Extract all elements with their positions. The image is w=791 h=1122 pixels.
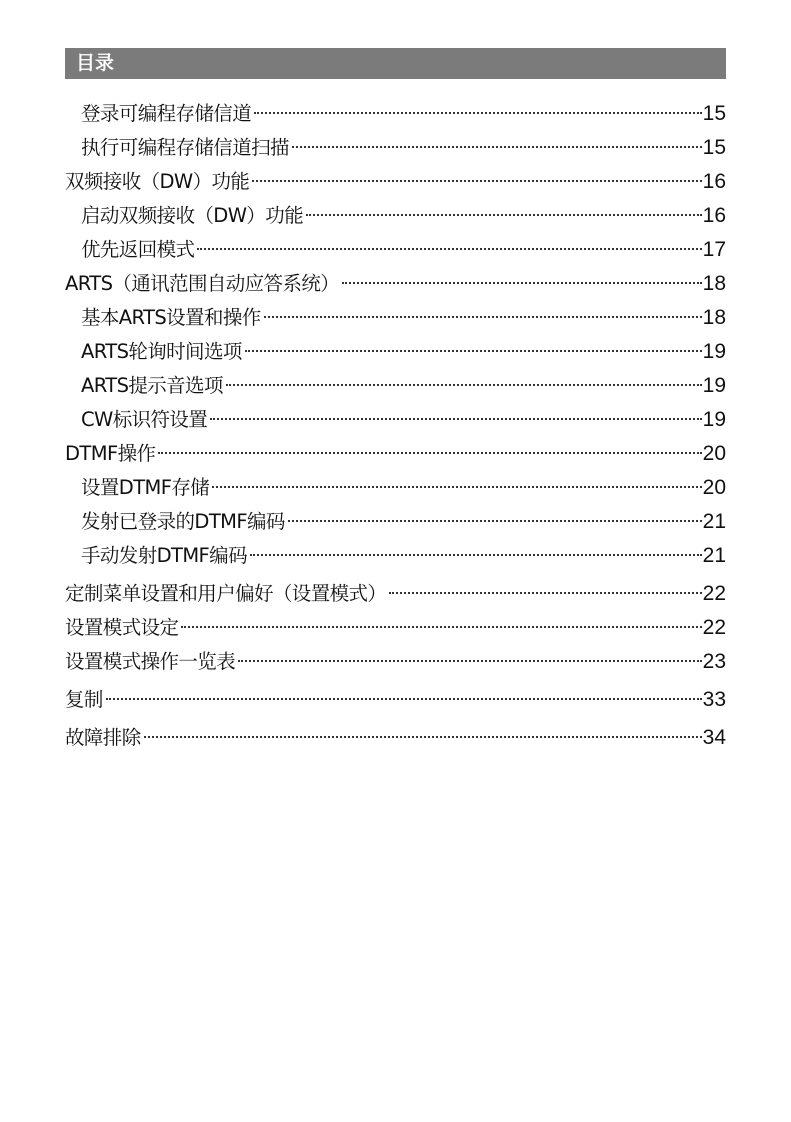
toc-entry-page: 19 — [702, 408, 726, 431]
toc-entry-page: 15 — [702, 102, 726, 125]
toc-entry-label: 发射已登录的DTMF编码 — [81, 510, 285, 533]
toc-entry-page: 19 — [702, 340, 726, 363]
toc-entry-label: ARTS提示音选项 — [81, 374, 223, 397]
toc-entry[interactable] — [81, 128, 726, 159]
toc-entry-page: 34 — [702, 726, 726, 749]
toc-entry-page: 22 — [702, 582, 726, 605]
toc-entry-page: 15 — [702, 136, 726, 159]
toc-entry-label: 复制 — [65, 688, 103, 711]
toc-entry[interactable] — [81, 502, 726, 533]
toc-dot-leader — [197, 230, 701, 256]
toc-entry-label: 基本ARTS设置和操作 — [81, 306, 261, 329]
toc-dot-leader — [389, 574, 701, 600]
toc-entry-page: 33 — [702, 688, 726, 711]
toc-dot-leader — [238, 642, 702, 668]
toc-entry[interactable] — [81, 298, 726, 329]
toc-entry-label: ARTS轮询时间选项 — [81, 340, 242, 363]
toc-entry[interactable] — [65, 680, 726, 711]
toc-entry[interactable] — [81, 332, 726, 363]
toc-dot-leader — [264, 298, 702, 324]
toc-entry[interactable] — [65, 264, 726, 295]
toc-dot-leader — [252, 162, 701, 188]
toc-dot-leader — [212, 468, 701, 494]
toc-dot-leader — [245, 332, 702, 358]
toc-title: 目录 — [76, 52, 115, 74]
toc-entry-label: 执行可编程存储信道扫描 — [81, 136, 289, 159]
toc-entry-page: 17 — [702, 238, 726, 261]
toc-dot-leader — [342, 264, 701, 290]
toc-entry-label: 登录可编程存储信道 — [81, 102, 252, 125]
toc-entry[interactable] — [65, 718, 726, 749]
toc-entry-page: 23 — [702, 650, 726, 673]
toc-entry[interactable] — [81, 366, 726, 397]
toc-dot-leader — [158, 434, 701, 460]
toc-entry-page: 18 — [702, 272, 726, 295]
toc-entry[interactable] — [65, 642, 726, 673]
toc-entry-page: 22 — [702, 616, 726, 639]
toc-entry[interactable] — [81, 468, 726, 499]
toc-dot-leader — [181, 608, 701, 634]
toc-entry[interactable] — [81, 94, 726, 125]
toc-entry-label: 设置模式操作一览表 — [65, 650, 236, 673]
toc-entry-page: 16 — [702, 170, 726, 193]
toc-entry-page: 16 — [702, 204, 726, 227]
toc-dot-leader — [226, 366, 702, 392]
toc-dot-leader — [292, 128, 702, 154]
toc-entry-label: CW标识符设置 — [81, 408, 208, 431]
toc-entry-page: 20 — [702, 442, 726, 465]
toc-entry-label: ARTS（通讯范围自动应答系统） — [65, 272, 340, 295]
toc-entry-page: 20 — [702, 476, 726, 499]
toc-dot-leader — [288, 502, 702, 528]
toc-dot-leader — [254, 94, 702, 120]
toc-entry-page: 21 — [702, 510, 726, 533]
toc-entry-label: 定制菜单设置和用户偏好（设置模式） — [65, 582, 387, 605]
toc-entry-label: 故障排除 — [65, 726, 141, 749]
toc-entry[interactable] — [65, 608, 726, 639]
toc-entry[interactable] — [81, 196, 726, 227]
toc-entry[interactable] — [65, 434, 726, 465]
toc-entry[interactable] — [81, 536, 726, 567]
toc-dot-leader — [250, 536, 702, 562]
toc-entry[interactable] — [65, 574, 726, 605]
toc-dot-leader — [106, 680, 702, 706]
toc-entry-label: 双频接收（DW）功能 — [65, 170, 250, 193]
toc-entry-page: 18 — [702, 306, 726, 329]
toc-entry-label: 优先返回模式 — [81, 238, 195, 261]
toc-entry-label: 设置模式设定 — [65, 616, 179, 639]
toc-dot-leader — [144, 718, 702, 744]
toc-entry-label: DTMF操作 — [65, 442, 156, 465]
toc-dot-leader — [306, 196, 702, 222]
toc-entry-label: 设置DTMF存储 — [81, 476, 210, 499]
toc-entry-label: 启动双频接收（DW）功能 — [81, 204, 304, 227]
toc-entry[interactable] — [65, 162, 726, 193]
toc-entry-page: 21 — [702, 544, 726, 567]
toc-entry-label: 手动发射DTMF编码 — [81, 544, 247, 567]
toc-entry-page: 19 — [702, 374, 726, 397]
toc-dot-leader — [210, 400, 701, 426]
toc-entry[interactable] — [81, 400, 726, 431]
toc-entry[interactable] — [81, 230, 726, 261]
